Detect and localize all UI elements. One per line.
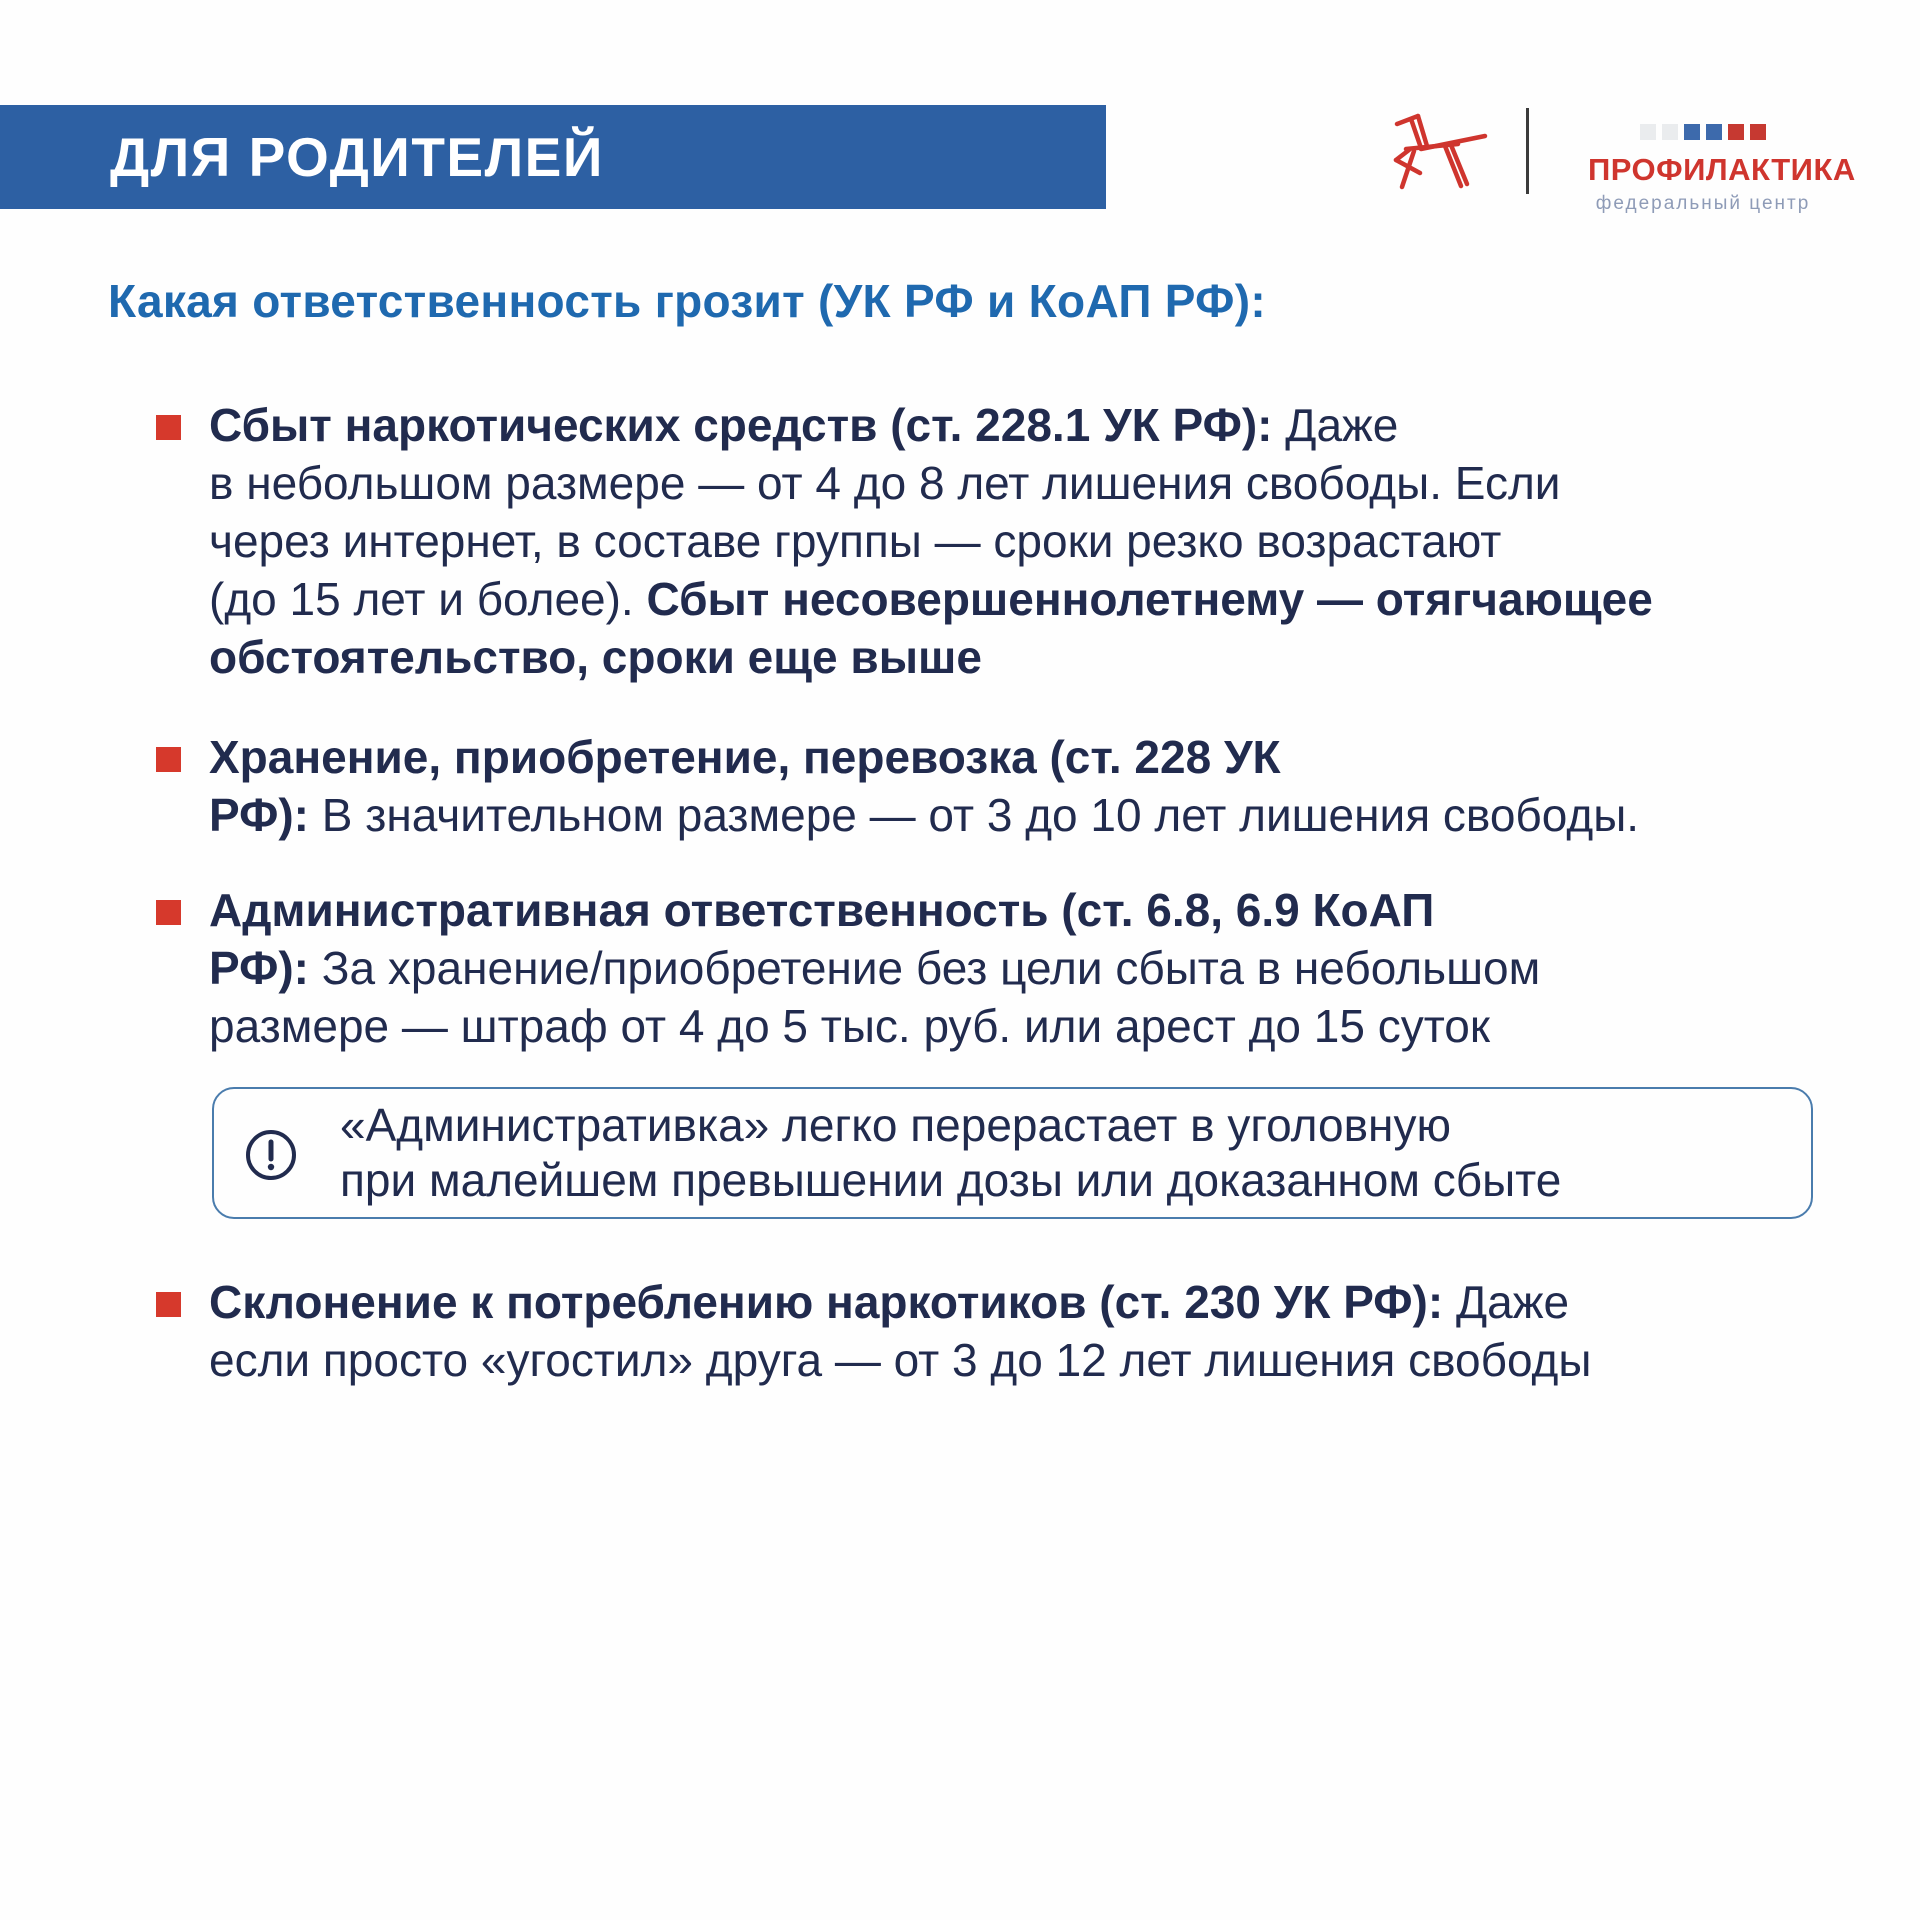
bullet-item bbox=[156, 396, 1836, 686]
page-title: Какая ответственность грозит (УК РФ и КоАП РФ): bbox=[108, 275, 1266, 327]
logo-square bbox=[1662, 124, 1678, 140]
bullet-text-line: Административная ответственность (ст. 6.8, 6.9 КоАП bbox=[209, 884, 1435, 936]
bullet-item bbox=[156, 1273, 1836, 1389]
bullet-marker bbox=[156, 415, 181, 440]
callout-text-line: «Административка» легко перерастает в уголовную bbox=[340, 1099, 1451, 1151]
logo-square bbox=[1750, 124, 1766, 140]
bullet-text-line: Сбыт наркотических средств (ст. 228.1 УК РФ): Даже bbox=[209, 399, 1399, 451]
bullet-marker bbox=[156, 747, 181, 772]
logo-brand-text: ПРОФИЛАКТИКА bbox=[1588, 152, 1856, 187]
logo-divider bbox=[1526, 108, 1529, 194]
bullet-item bbox=[156, 881, 1836, 1055]
bullet-text-line: через интернет, в составе группы — сроки резко возрастают bbox=[209, 515, 1502, 567]
bullet-text-line: Хранение, приобретение, перевозка (ст. 228 УК bbox=[209, 731, 1281, 783]
bullet-text-line: обстоятельство, сроки еще выше bbox=[209, 631, 982, 683]
bullet-text-line: РФ): В значительном размере — от 3 до 10 лет лишения свободы. bbox=[209, 789, 1640, 841]
logo-square bbox=[1728, 124, 1744, 140]
bullet-text-line: в небольшом размере — от 4 до 8 лет лишения свободы. Если bbox=[209, 457, 1561, 509]
bullet-text-line: (до 15 лет и более). Сбыт несовершеннолетнему — отягчающее bbox=[209, 573, 1653, 625]
bullet-text-line: если просто «угостил» друга — от 3 до 12 лет лишения свободы bbox=[209, 1334, 1592, 1386]
logo-square bbox=[1640, 124, 1656, 140]
chair-logo-icon bbox=[1393, 110, 1489, 197]
bullet-text-line: Склонение к потреблению наркотиков (ст. 230 УК РФ): Даже bbox=[209, 1276, 1570, 1328]
bullet-item bbox=[156, 728, 1836, 844]
exclamation-circle-icon bbox=[245, 1129, 297, 1193]
logo-square bbox=[1684, 124, 1700, 140]
banner-title: ДЛЯ РОДИТЕЛЕЙ bbox=[110, 126, 604, 188]
logo-square bbox=[1706, 124, 1722, 140]
logo-block bbox=[1588, 124, 1856, 215]
logo-squares bbox=[1588, 124, 1818, 140]
callout-text-line: при малейшем превышении дозы или доказанном сбыте bbox=[340, 1154, 1562, 1206]
bullet-marker bbox=[156, 900, 181, 925]
bullet-text-line: размере — штраф от 4 до 5 тыс. руб. или арест до 15 суток bbox=[209, 1000, 1490, 1052]
logo-subtitle: федеральный центр bbox=[1595, 193, 1811, 214]
bullet-text-line: РФ): За хранение/приобретение без цели сбыта в небольшом bbox=[209, 942, 1541, 994]
warning-callout bbox=[212, 1087, 1813, 1219]
bullet-marker bbox=[156, 1292, 181, 1317]
header-banner bbox=[0, 105, 1106, 209]
content-list bbox=[156, 396, 1836, 1389]
